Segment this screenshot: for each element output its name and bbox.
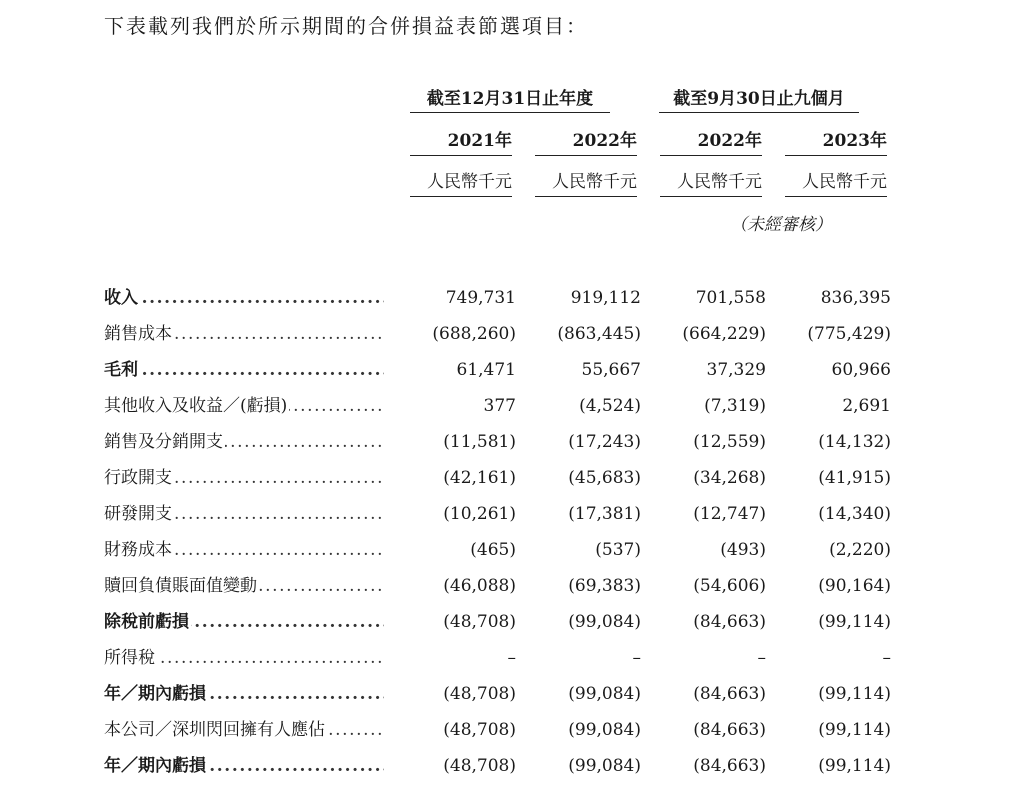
- value-cell: (14,132): [818, 432, 891, 452]
- column-unit-3: 人民幣千元: [660, 168, 762, 197]
- row-label: [104, 640, 384, 676]
- value-cell: (99,114): [818, 684, 891, 704]
- value-cell: (493): [720, 540, 766, 560]
- table-row: [0, 316, 1012, 352]
- value-cell: (99,084): [568, 612, 641, 632]
- row-label: [104, 388, 384, 424]
- dot-leader: [104, 352, 384, 388]
- value-cell: 377: [483, 396, 516, 416]
- value-cell: (99,084): [568, 720, 641, 740]
- row-label: [104, 424, 384, 460]
- value-cell: (537): [595, 540, 641, 560]
- row-label-text: 其他收入及收益／(虧損): [104, 396, 288, 416]
- value-cell: 55,667: [581, 360, 641, 380]
- table-row: [0, 424, 1012, 460]
- value-cell: (45,683): [568, 468, 641, 488]
- value-cell: (90,164): [818, 576, 891, 596]
- value-cell: (12,747): [693, 504, 766, 524]
- value-cell: (4,524): [579, 396, 641, 416]
- value-cell: (41,915): [818, 468, 891, 488]
- column-year-2: 2022年: [535, 128, 637, 156]
- value-cell: (84,663): [693, 684, 766, 704]
- row-label-text: 贖回負債賬面值變動: [104, 576, 257, 596]
- value-cell: 919,112: [570, 288, 641, 308]
- table-row: [0, 640, 1012, 676]
- row-label: [104, 532, 384, 568]
- table-row: [0, 712, 1012, 748]
- column-year-4: 2023年: [785, 128, 887, 156]
- column-unit-4: 人民幣千元: [785, 168, 887, 197]
- row-label-text: 銷售成本: [104, 324, 172, 344]
- value-cell: 836,395: [820, 288, 891, 308]
- table-row: [0, 676, 1012, 712]
- table-row: [0, 604, 1012, 640]
- table-row: [0, 496, 1012, 532]
- row-label-text: 行政開支: [104, 468, 172, 488]
- value-cell: (17,243): [568, 432, 641, 452]
- value-cell: (99,084): [568, 756, 641, 776]
- row-label: [104, 712, 384, 748]
- value-cell: 2,691: [842, 396, 891, 416]
- intro-text: 下表載列我們於所示期間的合併損益表節選項目：: [104, 14, 588, 38]
- value-cell: –: [632, 648, 641, 668]
- row-label: [104, 676, 384, 712]
- value-cell: (863,445): [557, 324, 641, 344]
- value-cell: (48,708): [443, 684, 516, 704]
- value-cell: (48,708): [443, 756, 516, 776]
- column-year-3: 2022年: [660, 128, 762, 156]
- value-cell: –: [507, 648, 516, 668]
- row-label: [104, 352, 384, 388]
- value-cell: (99,114): [818, 612, 891, 632]
- value-cell: (664,229): [682, 324, 766, 344]
- value-cell: (42,161): [443, 468, 516, 488]
- column-unit-2: 人民幣千元: [535, 168, 637, 197]
- unaudited-note: （未經審核）: [730, 215, 832, 235]
- value-cell: (12,559): [693, 432, 766, 452]
- value-cell: –: [757, 648, 766, 668]
- value-cell: (84,663): [693, 612, 766, 632]
- value-cell: (84,663): [693, 756, 766, 776]
- value-cell: (99,114): [818, 756, 891, 776]
- value-cell: (48,708): [443, 720, 516, 740]
- dot-leader: [104, 280, 384, 316]
- row-label: [104, 460, 384, 496]
- value-cell: (46,088): [443, 576, 516, 596]
- table-row: [0, 280, 1012, 316]
- table-row: [0, 460, 1012, 496]
- value-cell: (775,429): [807, 324, 891, 344]
- row-label-text: 年／期內虧損: [104, 756, 206, 776]
- value-cell: (14,340): [818, 504, 891, 524]
- value-cell: (465): [470, 540, 516, 560]
- table-row: [0, 352, 1012, 388]
- value-cell: (48,708): [443, 612, 516, 632]
- value-cell: (69,383): [568, 576, 641, 596]
- value-cell: 60,966: [831, 360, 891, 380]
- value-cell: 61,471: [456, 360, 516, 380]
- value-cell: (54,606): [693, 576, 766, 596]
- value-cell: (10,261): [443, 504, 516, 524]
- table-row: [0, 568, 1012, 604]
- row-label-text: 本公司／深圳閃回擁有人應佔: [104, 720, 325, 740]
- group-header-nine-months: 截至9月30日止九個月: [659, 86, 859, 113]
- row-label: [104, 280, 384, 316]
- row-label-text: 收入: [104, 288, 138, 308]
- row-label-text: 銷售及分銷開支: [104, 432, 223, 452]
- value-cell: (84,663): [693, 720, 766, 740]
- group-header-year: 截至12月31日止年度: [410, 86, 610, 113]
- table-row: [0, 532, 1012, 568]
- value-cell: 749,731: [445, 288, 516, 308]
- row-label-text: 毛利: [104, 360, 138, 380]
- value-cell: (11,581): [443, 432, 516, 452]
- value-cell: 37,329: [706, 360, 766, 380]
- row-label-text: 除稅前虧損: [104, 612, 189, 632]
- value-cell: 701,558: [695, 288, 766, 308]
- value-cell: (34,268): [693, 468, 766, 488]
- row-label: [104, 496, 384, 532]
- value-cell: (7,319): [704, 396, 766, 416]
- column-year-1: 2021年: [410, 128, 512, 156]
- row-label-text: 年／期內虧損: [104, 684, 206, 704]
- row-label-text: 所得稅: [104, 648, 155, 668]
- row-label: [104, 604, 384, 640]
- row-label-text: 財務成本: [104, 540, 172, 560]
- value-cell: (17,381): [568, 504, 641, 524]
- value-cell: (688,260): [432, 324, 516, 344]
- row-label-text: 研發開支: [104, 504, 172, 524]
- value-cell: (2,220): [829, 540, 891, 560]
- column-unit-1: 人民幣千元: [410, 168, 512, 197]
- row-label: [104, 748, 384, 784]
- table-row: [0, 748, 1012, 784]
- row-label: [104, 316, 384, 352]
- value-cell: –: [882, 648, 891, 668]
- row-label: [104, 568, 384, 604]
- table-row: [0, 388, 1012, 424]
- value-cell: (99,114): [818, 720, 891, 740]
- value-cell: (99,084): [568, 684, 641, 704]
